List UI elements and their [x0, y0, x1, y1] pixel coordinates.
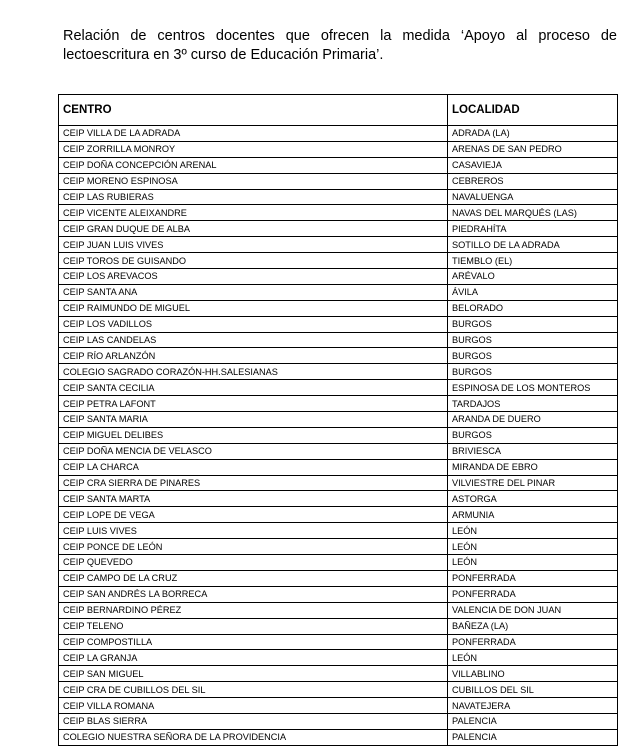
table-row — [59, 491, 618, 507]
cell-centro: CEIP SAN MIGUEL — [59, 666, 448, 682]
cell-localidad: BAÑEZA (LA) — [448, 618, 618, 634]
table-row — [59, 475, 618, 491]
cell-centro: CEIP VICENTE ALEIXANDRE — [59, 205, 448, 221]
cell-localidad: ARÉVALO — [448, 269, 618, 285]
cell-centro: CEIP RAIMUNDO DE MIGUEL — [59, 300, 448, 316]
cell-centro: CEIP COMPOSTILLA — [59, 634, 448, 650]
table-row — [59, 539, 618, 555]
cell-centro: CEIP SANTA CECILIA — [59, 380, 448, 396]
table-row — [59, 507, 618, 523]
table-row — [59, 380, 618, 396]
intro-paragraph: Relación de centros docentes que ofrecen la medida ‘Apoyo al proceso de lectoescritura en 3º curso de Educación Primaria’. — [63, 28, 617, 63]
cell-centro: CEIP TOROS DE GUISANDO — [59, 253, 448, 269]
cell-centro: CEIP CRA DE CUBILLOS DEL SIL — [59, 682, 448, 698]
cell-localidad: PALENCIA — [448, 713, 618, 729]
cell-localidad: BURGOS — [448, 332, 618, 348]
table-row — [59, 141, 618, 157]
cell-localidad: LEÓN — [448, 523, 618, 539]
table-row — [59, 237, 618, 253]
table-row — [59, 364, 618, 380]
cell-centro: CEIP GRAN DUQUE DE ALBA — [59, 221, 448, 237]
cell-localidad: ASTORGA — [448, 491, 618, 507]
table-row — [59, 332, 618, 348]
cell-localidad: ARENAS DE SAN PEDRO — [448, 141, 618, 157]
cell-centro: CEIP LOPE DE VEGA — [59, 507, 448, 523]
cell-centro: CEIP BERNARDINO PÉREZ — [59, 602, 448, 618]
table-row — [59, 570, 618, 586]
table-row — [59, 253, 618, 269]
table-body — [59, 126, 618, 746]
cell-localidad: TIEMBLO (EL) — [448, 253, 618, 269]
cell-localidad: CEBREROS — [448, 173, 618, 189]
table-row — [59, 205, 618, 221]
cell-centro: CEIP VILLA DE LA ADRADA — [59, 126, 448, 142]
cell-localidad: BELORADO — [448, 300, 618, 316]
table-row — [59, 729, 618, 745]
table-row — [59, 269, 618, 285]
cell-localidad: CASAVIEJA — [448, 157, 618, 173]
cell-centro: CEIP VILLA ROMANA — [59, 698, 448, 714]
cell-centro: CEIP DOÑA MENCIA DE VELASCO — [59, 443, 448, 459]
table-row — [59, 523, 618, 539]
cell-localidad: ADRADA (LA) — [448, 126, 618, 142]
cell-centro: COLEGIO SAGRADO CORAZÓN-HH.SALESIANAS — [59, 364, 448, 380]
cell-localidad: BURGOS — [448, 364, 618, 380]
cell-localidad: PALENCIA — [448, 729, 618, 745]
table-row — [59, 443, 618, 459]
table-row — [59, 459, 618, 475]
cell-localidad: NAVATEJERA — [448, 698, 618, 714]
cell-localidad: ESPINOSA DE LOS MONTEROS — [448, 380, 618, 396]
cell-localidad: VALENCIA DE DON JUAN — [448, 602, 618, 618]
cell-localidad: ARANDA DE DUERO — [448, 412, 618, 428]
cell-localidad: LEÓN — [448, 650, 618, 666]
cell-localidad: PONFERRADA — [448, 586, 618, 602]
cell-localidad: NAVAS DEL MARQUÉS (LAS) — [448, 205, 618, 221]
cell-localidad: ARMUNIA — [448, 507, 618, 523]
cell-localidad: BURGOS — [448, 316, 618, 332]
cell-localidad: BURGOS — [448, 348, 618, 364]
cell-localidad: SOTILLO DE LA ADRADA — [448, 237, 618, 253]
cell-localidad: PONFERRADA — [448, 634, 618, 650]
table-row — [59, 555, 618, 571]
cell-localidad: NAVALUENGA — [448, 189, 618, 205]
table-header-row — [59, 95, 618, 126]
header-localidad: LOCALIDAD — [448, 95, 618, 126]
table-row — [59, 348, 618, 364]
cell-centro: CEIP SANTA MARIA — [59, 412, 448, 428]
cell-centro: CEIP CAMPO DE LA CRUZ — [59, 570, 448, 586]
cell-localidad: CUBILLOS DEL SIL — [448, 682, 618, 698]
table-row — [59, 173, 618, 189]
cell-centro: COLEGIO NUESTRA SEÑORA DE LA PROVIDENCIA — [59, 729, 448, 745]
cell-centro: CEIP CRA SIERRA DE PINARES — [59, 475, 448, 491]
cell-localidad: PIEDRAHÍTA — [448, 221, 618, 237]
cell-localidad: ÁVILA — [448, 284, 618, 300]
cell-centro: CEIP SANTA ANA — [59, 284, 448, 300]
table-row — [59, 602, 618, 618]
table-row — [59, 666, 618, 682]
cell-centro: CEIP ZORRILLA MONROY — [59, 141, 448, 157]
table-row — [59, 618, 618, 634]
table-row — [59, 682, 618, 698]
cell-localidad: VILVIESTRE DEL PINAR — [448, 475, 618, 491]
cell-centro: CEIP LOS AREVACOS — [59, 269, 448, 285]
header-centro: CENTRO — [59, 95, 448, 126]
cell-centro: CEIP RÍO ARLANZÓN — [59, 348, 448, 364]
table-row — [59, 713, 618, 729]
table-row — [59, 300, 618, 316]
table-row — [59, 189, 618, 205]
table-row — [59, 316, 618, 332]
table-row — [59, 650, 618, 666]
cell-centro: CEIP LA CHARCA — [59, 459, 448, 475]
cell-centro: CEIP JUAN LUIS VIVES — [59, 237, 448, 253]
cell-centro: CEIP TELENO — [59, 618, 448, 634]
table-row — [59, 126, 618, 142]
cell-localidad: LEÓN — [448, 539, 618, 555]
table-row — [59, 586, 618, 602]
cell-localidad: MIRANDA DE EBRO — [448, 459, 618, 475]
cell-centro: CEIP LUIS VIVES — [59, 523, 448, 539]
cell-localidad: BURGOS — [448, 427, 618, 443]
cell-localidad: BRIVIESCA — [448, 443, 618, 459]
centers-table — [58, 94, 618, 746]
cell-centro: CEIP LA GRANJA — [59, 650, 448, 666]
cell-centro: CEIP SAN ANDRÉS LA BORRECA — [59, 586, 448, 602]
table-row — [59, 427, 618, 443]
cell-centro: CEIP MORENO ESPINOSA — [59, 173, 448, 189]
table-row — [59, 284, 618, 300]
cell-localidad: TARDAJOS — [448, 396, 618, 412]
cell-localidad: PONFERRADA — [448, 570, 618, 586]
cell-centro: CEIP SANTA MARTA — [59, 491, 448, 507]
cell-centro: CEIP MIGUEL DELIBES — [59, 427, 448, 443]
table-row — [59, 412, 618, 428]
cell-centro: CEIP LAS RUBIERAS — [59, 189, 448, 205]
table-row — [59, 634, 618, 650]
cell-localidad: VILLABLINO — [448, 666, 618, 682]
cell-centro: CEIP PETRA LAFONT — [59, 396, 448, 412]
cell-localidad: LEÓN — [448, 555, 618, 571]
cell-centro: CEIP DOÑA CONCEPCIÓN ARENAL — [59, 157, 448, 173]
table-row — [59, 221, 618, 237]
cell-centro: CEIP BLAS SIERRA — [59, 713, 448, 729]
cell-centro: CEIP QUEVEDO — [59, 555, 448, 571]
table-row — [59, 396, 618, 412]
cell-centro: CEIP PONCE DE LEÓN — [59, 539, 448, 555]
table-row — [59, 698, 618, 714]
table-row — [59, 157, 618, 173]
cell-centro: CEIP LAS CANDELAS — [59, 332, 448, 348]
cell-centro: CEIP LOS VADILLOS — [59, 316, 448, 332]
